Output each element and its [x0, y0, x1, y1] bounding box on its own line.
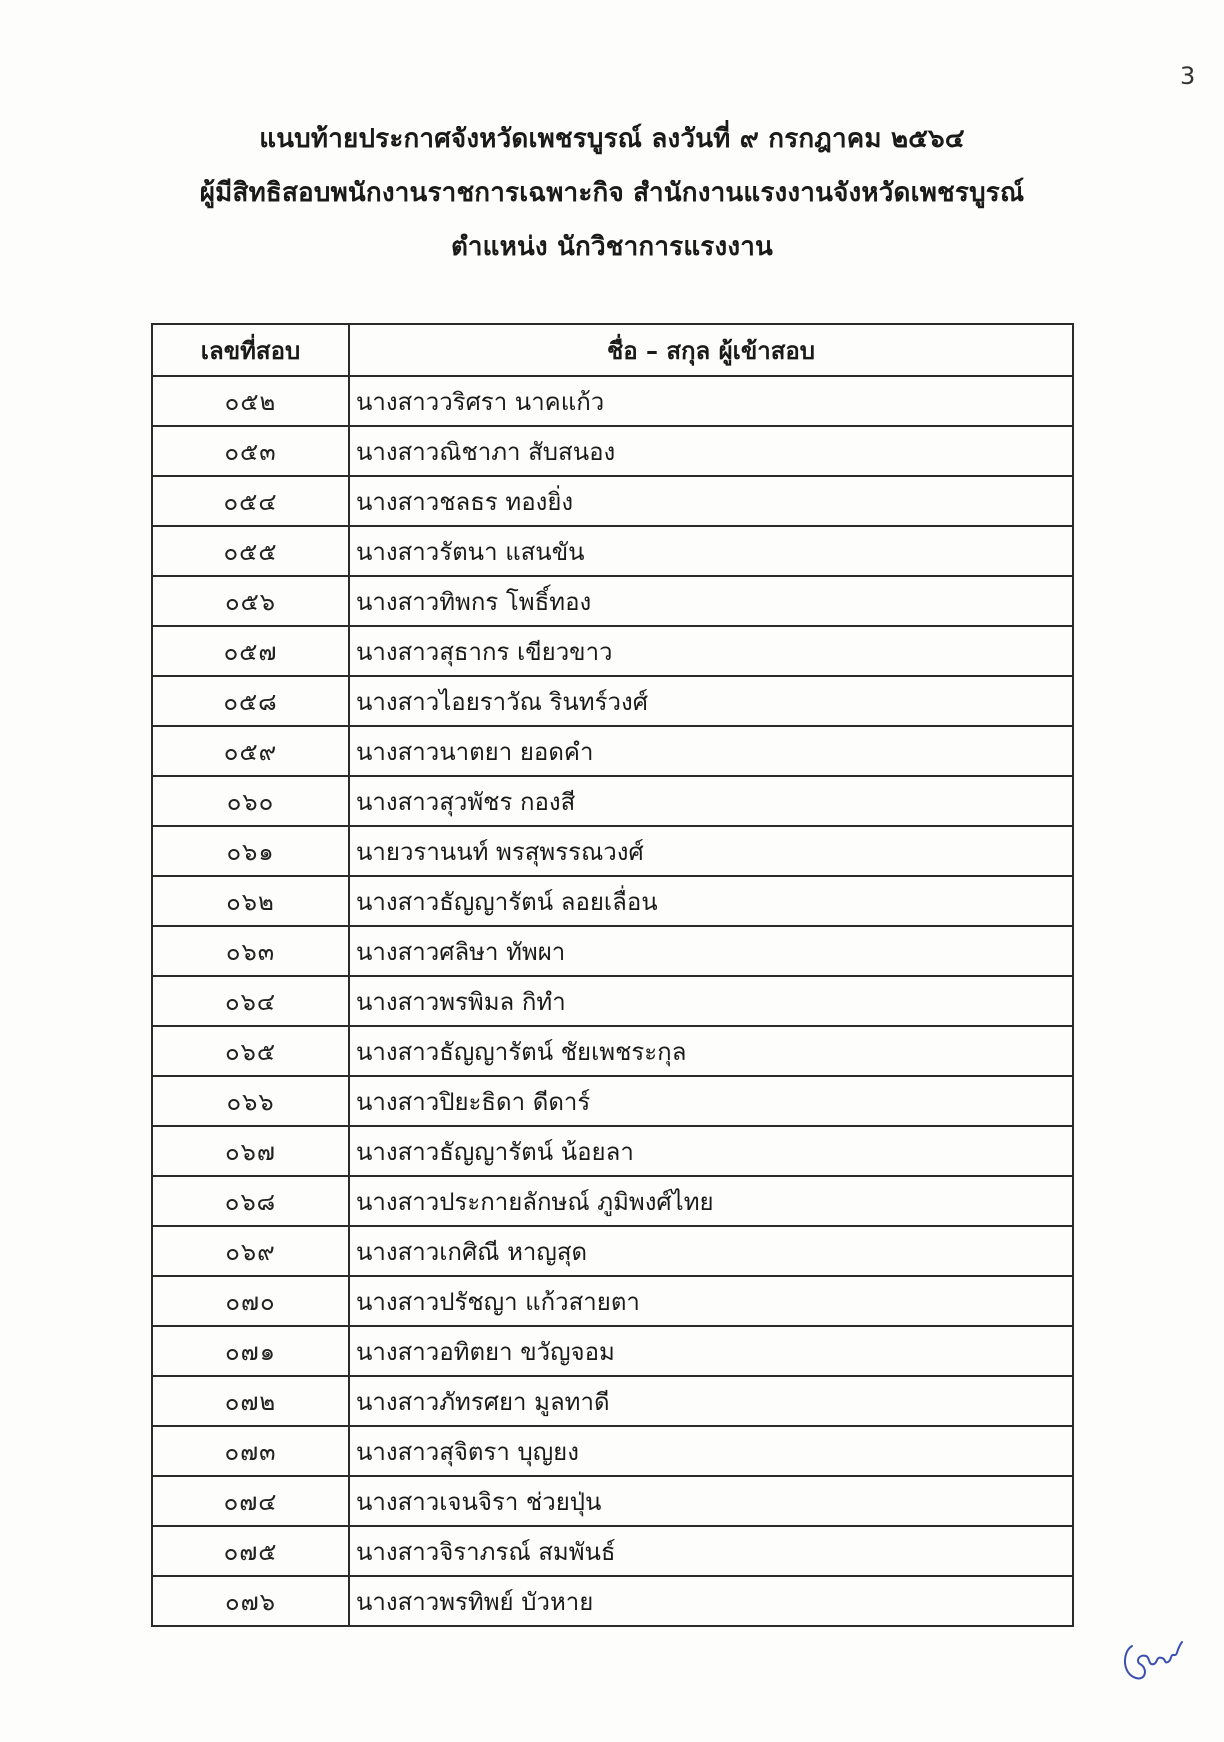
exam-number-cell: ๐๗๑ [152, 1326, 349, 1376]
page-number: 3 [1180, 62, 1196, 90]
candidate-name-cell: นางสาวณิชาภา สับสนอง [349, 426, 1073, 476]
table-row [152, 1276, 1073, 1326]
announcement-subtitle: ผู้มีสิทธิสอบพนักงานราชการเฉพาะกิจ สำนักงานแรงงานจังหวัดเพชรบูรณ์ [199, 178, 1025, 208]
exam-number-cell: ๐๕๕ [152, 526, 349, 576]
exam-number-cell: ๐๖๐ [152, 776, 349, 826]
exam-number-cell: ๐๖๓ [152, 926, 349, 976]
table-row [152, 876, 1073, 926]
exam-number-cell: ๐๗๖ [152, 1576, 349, 1626]
table-row [152, 1426, 1073, 1476]
candidate-name-cell: นางสาวชลธร ทองยิ่ง [349, 476, 1073, 526]
table-row [152, 926, 1073, 976]
exam-number-cell: ๐๖๖ [152, 1076, 349, 1126]
candidate-name-cell: นางสาวปิยะธิดา ดีดาร์ [349, 1076, 1073, 1126]
table-row [152, 626, 1073, 676]
table-row [152, 526, 1073, 576]
candidate-name-cell: นางสาวพรทิพย์ บัวหาย [349, 1576, 1073, 1626]
exam-number-cell: ๐๗๓ [152, 1426, 349, 1476]
candidate-table [151, 323, 1074, 1627]
handwritten-signature [1118, 1628, 1188, 1688]
candidate-name-cell: นางสาวทิพกร โพธิ์ทอง [349, 576, 1073, 626]
candidate-name-cell: นางสาวอทิตยา ขวัญจอม [349, 1326, 1073, 1376]
announcement-title: แนบท้ายประกาศจังหวัดเพชรบูรณ์ ลงวันที่ ๙ กรกฎาคม ๒๕๖๔ [259, 124, 965, 154]
table-row [152, 1076, 1073, 1126]
candidate-name-cell: นางสาวเจนจิรา ช่วยปุ่น [349, 1476, 1073, 1526]
table-row [152, 1376, 1073, 1426]
exam-number-cell: ๐๕๖ [152, 576, 349, 626]
candidate-name-cell: นางสาวสุจิตรา บุญยง [349, 1426, 1073, 1476]
exam-number-cell: ๐๖๙ [152, 1226, 349, 1276]
exam-number-cell: ๐๕๒ [152, 376, 349, 426]
candidate-name-cell: นางสาวสุธากร เขียวขาว [349, 626, 1073, 676]
table-body [152, 376, 1073, 1626]
candidate-name-cell: นางสาวไอยราวัณ รินทร์วงศ์ [349, 676, 1073, 726]
candidate-name-cell: นางสาววริศรา นาคแก้ว [349, 376, 1073, 426]
exam-number-cell: ๐๕๓ [152, 426, 349, 476]
table-row [152, 426, 1073, 476]
candidate-name-cell: นางสาวธัญญารัตน์ ชัยเพชระกุล [349, 1026, 1073, 1076]
candidate-name-cell: นางสาวธัญญารัตน์ น้อยลา [349, 1126, 1073, 1176]
table-row [152, 676, 1073, 726]
table-row [152, 1176, 1073, 1226]
table-row [152, 1226, 1073, 1276]
table-row [152, 1526, 1073, 1576]
table-row [152, 976, 1073, 1026]
candidate-name-cell: นายวรานนท์ พรสุพรรณวงศ์ [349, 826, 1073, 876]
exam-number-cell: ๐๕๙ [152, 726, 349, 776]
column-header-exam-number: เลขที่สอบ [152, 324, 349, 376]
candidate-name-cell: นางสาวจิราภรณ์ สมพันธ์ [349, 1526, 1073, 1576]
table-header-row [152, 324, 1073, 376]
table-row [152, 776, 1073, 826]
candidate-name-cell: นางสาวรัตนา แสนขัน [349, 526, 1073, 576]
table-row [152, 1126, 1073, 1176]
candidate-name-cell: นางสาวธัญญารัตน์ ลอยเลื่อน [349, 876, 1073, 926]
exam-number-cell: ๐๗๔ [152, 1476, 349, 1526]
table-row [152, 1476, 1073, 1526]
candidate-name-cell: นางสาวภัทรศยา มูลทาดี [349, 1376, 1073, 1426]
table-row [152, 1326, 1073, 1376]
exam-number-cell: ๐๗๐ [152, 1276, 349, 1326]
exam-number-cell: ๐๖๘ [152, 1176, 349, 1226]
table-row [152, 476, 1073, 526]
exam-number-cell: ๐๕๘ [152, 676, 349, 726]
candidate-name-cell: นางสาวศลิษา ทัพผา [349, 926, 1073, 976]
candidate-name-cell: นางสาวเกศิณี หาญสุด [349, 1226, 1073, 1276]
table-row [152, 726, 1073, 776]
exam-number-cell: ๐๖๑ [152, 826, 349, 876]
exam-number-cell: ๐๕๔ [152, 476, 349, 526]
exam-number-cell: ๐๖๕ [152, 1026, 349, 1076]
exam-number-cell: ๐๕๗ [152, 626, 349, 676]
table-row [152, 376, 1073, 426]
table-row [152, 1026, 1073, 1076]
exam-number-cell: ๐๖๔ [152, 976, 349, 1026]
table-row [152, 826, 1073, 876]
table-row [152, 1576, 1073, 1626]
candidate-name-cell: นางสาวพรพิมล กิทำ [349, 976, 1073, 1026]
column-header-candidate-name: ชื่อ – สกุล ผู้เข้าสอบ [349, 324, 1073, 376]
candidate-name-cell: นางสาวนาตยา ยอดคำ [349, 726, 1073, 776]
exam-number-cell: ๐๖๗ [152, 1126, 349, 1176]
candidate-name-cell: นางสาวประกายลักษณ์ ภูมิพงศ์ไทย [349, 1176, 1073, 1226]
candidate-name-cell: นางสาวสุวพัชร กองสี [349, 776, 1073, 826]
exam-number-cell: ๐๗๒ [152, 1376, 349, 1426]
exam-number-cell: ๐๖๒ [152, 876, 349, 926]
position-title: ตำแหน่ง นักวิชาการแรงงาน [450, 232, 774, 262]
exam-number-cell: ๐๗๕ [152, 1526, 349, 1576]
candidate-name-cell: นางสาวปรัชญา แก้วสายตา [349, 1276, 1073, 1326]
table-row [152, 576, 1073, 626]
